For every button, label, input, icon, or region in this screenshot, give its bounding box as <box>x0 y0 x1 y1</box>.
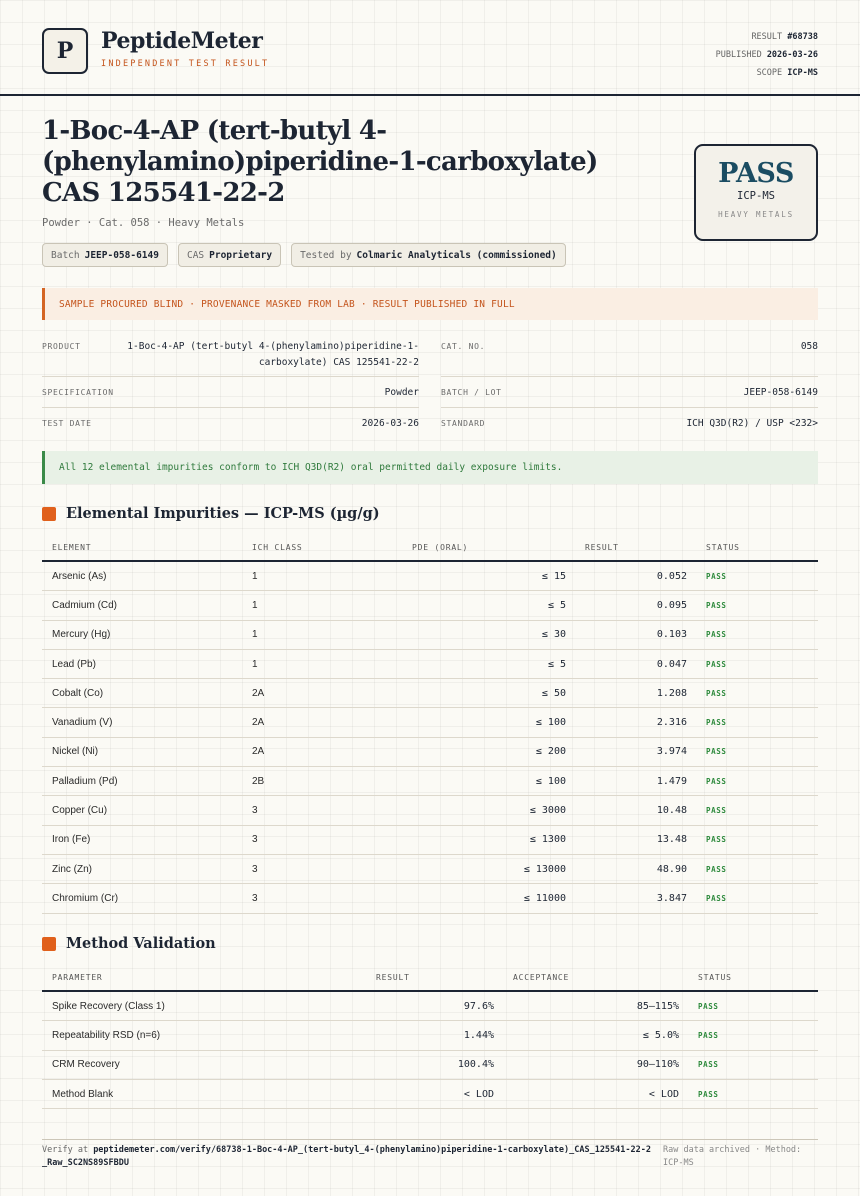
product-title: 1-Boc-4-AP (tert-butyl 4-(phenylamino)piperidine-1-carboxylate) CAS 125541-22-2 <box>42 116 598 208</box>
batch-chip: Batch JEEP-058-6149 <box>42 243 168 267</box>
table-row <box>42 621 818 650</box>
result-value: 1.208 <box>656 687 687 699</box>
section-marker-icon <box>42 937 56 951</box>
info-divider <box>42 376 419 377</box>
acceptance-range: 90–110% <box>636 1059 679 1071</box>
scope: SCOPE ICP-MS <box>756 68 818 78</box>
status-badge: PASS <box>706 747 727 757</box>
validation-result: 100.4% <box>457 1059 494 1071</box>
parameter-name: CRM Recovery <box>52 1059 120 1071</box>
col-pde: PDE (ORAL) <box>412 543 469 552</box>
parameter-name: Spike Recovery (Class 1) <box>52 1000 165 1012</box>
element-name: Copper (Cu) <box>52 805 108 817</box>
status-badge: PASS <box>706 688 727 698</box>
verdict-card <box>694 144 818 241</box>
result-value: 0.095 <box>656 599 687 611</box>
published-date: PUBLISHED 2026-03-26 <box>715 50 818 60</box>
pde-limit: ≤ 30 <box>541 629 566 641</box>
tested-by-chip: Tested by Colmaric Analyticals (commissioned) <box>291 243 566 267</box>
table-row <box>42 1021 818 1050</box>
pde-limit: ≤ 100 <box>535 775 566 787</box>
ich-class: 1 <box>252 658 258 670</box>
batch-label: BATCH / LOT <box>441 388 502 397</box>
pde-limit: ≤ 15 <box>541 570 566 582</box>
acceptance-range: ≤ 5.0% <box>642 1029 679 1041</box>
pde-limit: ≤ 5 <box>547 658 566 670</box>
table-row <box>42 1051 818 1080</box>
report-meta <box>716 28 818 82</box>
element-name: Vanadium (V) <box>52 717 113 729</box>
col-result: RESULT <box>585 543 619 552</box>
date-value: 2026-03-26 <box>361 418 419 429</box>
pde-limit: ≤ 1300 <box>529 834 566 846</box>
result-value: 2.316 <box>656 717 687 729</box>
pde-limit: ≤ 50 <box>541 687 566 699</box>
ich-class: 3 <box>252 863 258 875</box>
status-badge: PASS <box>706 864 727 874</box>
parameter-name: Method Blank <box>52 1088 114 1100</box>
result-value: 13.48 <box>656 834 687 846</box>
status-badge: PASS <box>706 659 727 669</box>
validation-result: 97.6% <box>463 1000 494 1012</box>
status-badge: PASS <box>698 1060 719 1070</box>
cat-label: CAT. NO. <box>441 342 486 351</box>
standard-label: STANDARD <box>441 419 486 428</box>
info-divider <box>441 407 818 408</box>
product-value: 1-Boc-4-AP (tert-butyl 4-(phenylamino)piperidine-1-carboxylate) CAS 125541-22-2 <box>127 341 419 368</box>
product-subtitle: Powder · Cat. 058 · Heavy Metals <box>42 217 245 229</box>
info-divider <box>441 376 818 377</box>
status-badge: PASS <box>698 1030 719 1040</box>
pde-limit: ≤ 100 <box>535 717 566 729</box>
impurities-section-title: Elemental Impurities — ICP-MS (µg/g) <box>42 505 380 522</box>
element-name: Palladium (Pd) <box>52 775 118 787</box>
status-badge: PASS <box>706 835 727 845</box>
brand-tagline: INDEPENDENT TEST RESULT <box>101 59 270 69</box>
result-id: RESULT #68738 <box>751 32 818 42</box>
element-name: Chromium (Cr) <box>52 892 119 904</box>
status-badge: PASS <box>706 630 727 640</box>
result-value: 0.052 <box>656 570 687 582</box>
logo-icon: P <box>42 28 88 74</box>
table-row <box>42 992 818 1021</box>
verify-link[interactable]: peptidemeter.com/verify/68738-1-Boc-4-AP_(tert-butyl_4-(phenylamino)piperidine-1-carboxylate)_CAS_125541-22-2_Raw_SC2NS89SFBDU <box>42 1145 651 1168</box>
pde-limit: ≤ 3000 <box>529 805 566 817</box>
result-value: 3.847 <box>656 892 687 904</box>
archive-note: Raw data archived · Method: ICP-MS <box>663 1145 802 1168</box>
result-value: 0.103 <box>656 629 687 641</box>
verdict-result: PASS <box>718 158 794 189</box>
brand-name: PeptideMeter <box>101 28 263 54</box>
status-badge: PASS <box>706 776 727 786</box>
result-value: 3.974 <box>656 746 687 758</box>
table-row <box>42 767 818 796</box>
element-name: Iron (Fe) <box>52 834 91 846</box>
ich-class: 1 <box>252 629 258 641</box>
table-row <box>42 884 818 913</box>
product-label: PRODUCT <box>42 342 81 351</box>
info-divider <box>42 407 419 408</box>
col-status: STATUS <box>698 973 732 982</box>
acceptance-range: 85–115% <box>636 1000 679 1012</box>
ich-class: 2B <box>252 775 265 787</box>
table-row <box>42 796 818 825</box>
element-name: Cadmium (Cd) <box>52 599 118 611</box>
pde-limit: ≤ 11000 <box>523 892 566 904</box>
verdict-panel: HEAVY METALS <box>718 210 794 219</box>
cat-value: 058 <box>800 341 818 352</box>
element-name: Cobalt (Co) <box>52 687 104 699</box>
ich-class: 2A <box>252 746 265 758</box>
result-value: 48.90 <box>656 863 687 875</box>
validation-section-title: Method Validation <box>42 935 216 952</box>
status-badge: PASS <box>706 718 727 728</box>
col-element: ELEMENT <box>52 543 92 552</box>
col-result: RESULT <box>376 973 410 982</box>
table-row <box>42 1080 818 1109</box>
table-row <box>42 591 818 620</box>
pde-limit: ≤ 200 <box>535 746 566 758</box>
col-status: STATUS <box>706 543 740 552</box>
ich-class: 2A <box>252 687 265 699</box>
status-badge: PASS <box>706 806 727 816</box>
table-row <box>42 562 818 591</box>
cas-chip: CAS Proprietary <box>178 243 281 267</box>
element-name: Lead (Pb) <box>52 658 96 670</box>
result-value: 0.047 <box>656 658 687 670</box>
col-acceptance: ACCEPTANCE <box>513 973 570 982</box>
chip-row <box>42 243 566 267</box>
ich-class: 3 <box>252 805 258 817</box>
status-badge: PASS <box>698 1089 719 1099</box>
pde-limit: ≤ 13000 <box>523 863 566 875</box>
validation-result: < LOD <box>463 1088 494 1100</box>
result-value: 10.48 <box>656 805 687 817</box>
ich-class: 3 <box>252 892 258 904</box>
table-row <box>42 709 818 738</box>
element-name: Nickel (Ni) <box>52 746 99 758</box>
ich-class: 1 <box>252 599 258 611</box>
spec-label: SPECIFICATION <box>42 388 114 397</box>
col-parameter: PARAMETER <box>52 973 103 982</box>
pde-limit: ≤ 5 <box>547 599 566 611</box>
ich-class: 3 <box>252 834 258 846</box>
date-label: TEST DATE <box>42 419 92 428</box>
element-name: Zinc (Zn) <box>52 863 92 875</box>
batch-value: JEEP-058-6149 <box>743 387 818 398</box>
element-name: Arsenic (As) <box>52 570 107 582</box>
blind-notice: SAMPLE PROCURED BLIND · PROVENANCE MASKED FROM LAB · RESULT PUBLISHED IN FULL <box>42 288 818 320</box>
status-badge: PASS <box>706 600 727 610</box>
table-row <box>42 826 818 855</box>
conformity-banner: All 12 elemental impurities conform to ICH Q3D(R2) oral permitted daily exposure limits. <box>42 451 818 484</box>
table-row <box>42 855 818 884</box>
verify-text: Verify at peptidemeter.com/verify/68738-1-Boc-4-AP_(tert-butyl_4-(phenylamino)piperidine-1-carboxylate)_CAS_125541-22-2_Raw_SC2NS89SFBDU <box>42 1145 651 1168</box>
status-badge: PASS <box>706 571 727 581</box>
spec-value: Powder <box>384 387 419 398</box>
acceptance-range: < LOD <box>648 1088 679 1100</box>
element-name: Mercury (Hg) <box>52 629 111 641</box>
table-row <box>42 679 818 708</box>
verdict-method: ICP-MS <box>737 190 775 202</box>
table-row <box>42 650 818 679</box>
footer-divider <box>42 1139 818 1140</box>
section-marker-icon <box>42 507 56 521</box>
ich-class: 1 <box>252 570 258 582</box>
parameter-name: Repeatability RSD (n=6) <box>52 1029 161 1041</box>
report-header <box>0 0 860 96</box>
table-row <box>42 738 818 767</box>
status-badge: PASS <box>706 893 727 903</box>
status-badge: PASS <box>698 1001 719 1011</box>
col-ich-class: ICH CLASS <box>252 543 303 552</box>
validation-result: 1.44% <box>463 1029 494 1041</box>
result-value: 1.479 <box>656 775 687 787</box>
standard-value: ICH Q3D(R2) / USP <232> <box>686 418 818 429</box>
ich-class: 2A <box>252 717 265 729</box>
